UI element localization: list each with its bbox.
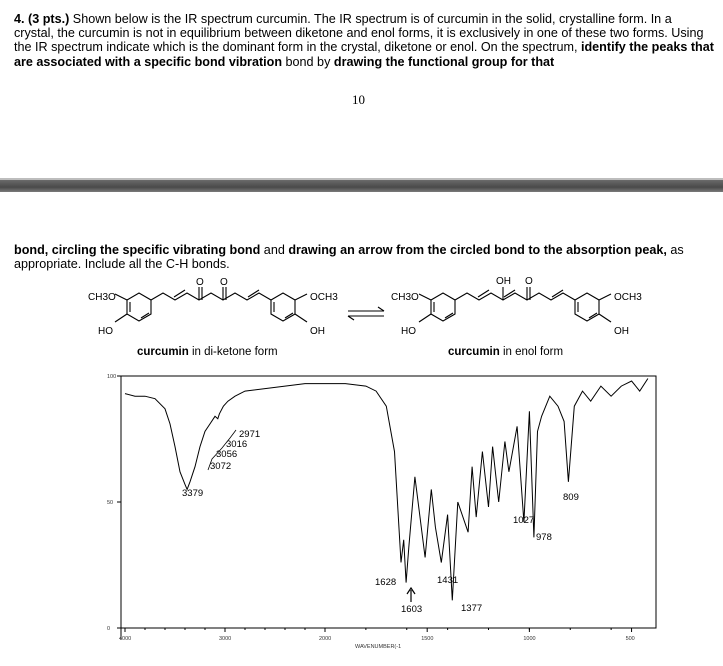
page-number: 10 [352,92,365,107]
enol-ho-label: HO [401,326,416,337]
ir-spectrum [107,374,656,650]
x-tick-label: 2000 [319,636,332,642]
spectrum-series-line [125,379,648,601]
question-bold-a: identify the peaks that are associated with a specific bond vibration [14,40,714,69]
enol-structure [419,287,611,322]
cont-text-a: and [260,243,289,257]
question-text-b: bond by [282,54,334,69]
diketone-carbonyl-o-2: O [220,277,228,288]
peak-arrow-1603 [407,588,415,602]
peak-label: 1027 [513,515,535,526]
diketone-caption-rest: in di-ketone form [188,346,278,358]
enol-carbonyl-o: O [525,276,533,287]
peak-label: 3016 [226,439,248,450]
diketone-carbonyl-o-1: O [196,277,204,288]
diketone-caption-bold: curcumin [137,346,189,358]
diketone-och3-label: OCH3 [310,292,338,303]
peak-label: 978 [536,532,552,543]
diketone-ch3o-label: CH3O [88,292,116,303]
enol-ch3o-label: CH3O [391,292,419,303]
diketone-caption [137,346,278,358]
y-tick-label: 100 [107,374,117,380]
diketone-structure [115,287,307,322]
enol-oh-group: OH [496,276,511,287]
peak-label: 3072 [210,461,232,472]
peak-label: 1628 [375,577,397,588]
peak-label: 2971 [239,429,261,440]
cont-bold-a: bond, circling the specific vibrating bond [14,243,261,257]
peak-label: 3379 [182,488,204,499]
equilibrium-arrows [348,307,384,320]
x-axis-label: WAVENUMBER(-1 [355,644,402,650]
cont-bold-b: drawing an arrow from the circled bond to the absorption peak, [288,243,667,257]
x-tick-label: 3000 [219,636,232,642]
enol-och3-label: OCH3 [614,292,642,303]
peak-label: 809 [563,492,579,503]
peak-label: 3056 [216,449,238,460]
enol-oh-label: OH [614,326,629,337]
x-tick-label: 1000 [523,636,536,642]
diketone-ho-label: HO [98,326,113,337]
question-bold-b: drawing the functional group for that [333,54,555,69]
x-tick-label: 1500 [421,636,434,642]
peak-label: 1431 [437,575,459,586]
x-tick-label: 500 [625,636,635,642]
diketone-oh-label: OH [310,326,325,337]
question-text-a: Shown below is the IR spectrum curcumin. The IR spectrum is of curcumin in the solid, crystalline form. In a crystal, the curcumin is not in equilibrium between diketone and enol forms, it is exclusively in one of these two forms. Using the IR spectrum indicate which is the dominant form in the crystal, diketone or enol. On the spectrum, [14,12,704,55]
y-tick-label: 50 [107,500,114,506]
peak-label: 1603 [401,604,423,615]
cont-text-b: as appropriate. Include all the C-H bonds. [14,243,684,272]
enol-caption [448,346,563,358]
question-number: 4. (3 pts.) [14,12,70,26]
enol-caption-bold: curcumin [448,346,500,358]
peak-label: 1377 [461,603,483,614]
enol-caption-rest: in enol form [499,346,564,358]
y-tick-label: 0 [107,626,111,632]
x-tick-label: 4000 [119,636,132,642]
